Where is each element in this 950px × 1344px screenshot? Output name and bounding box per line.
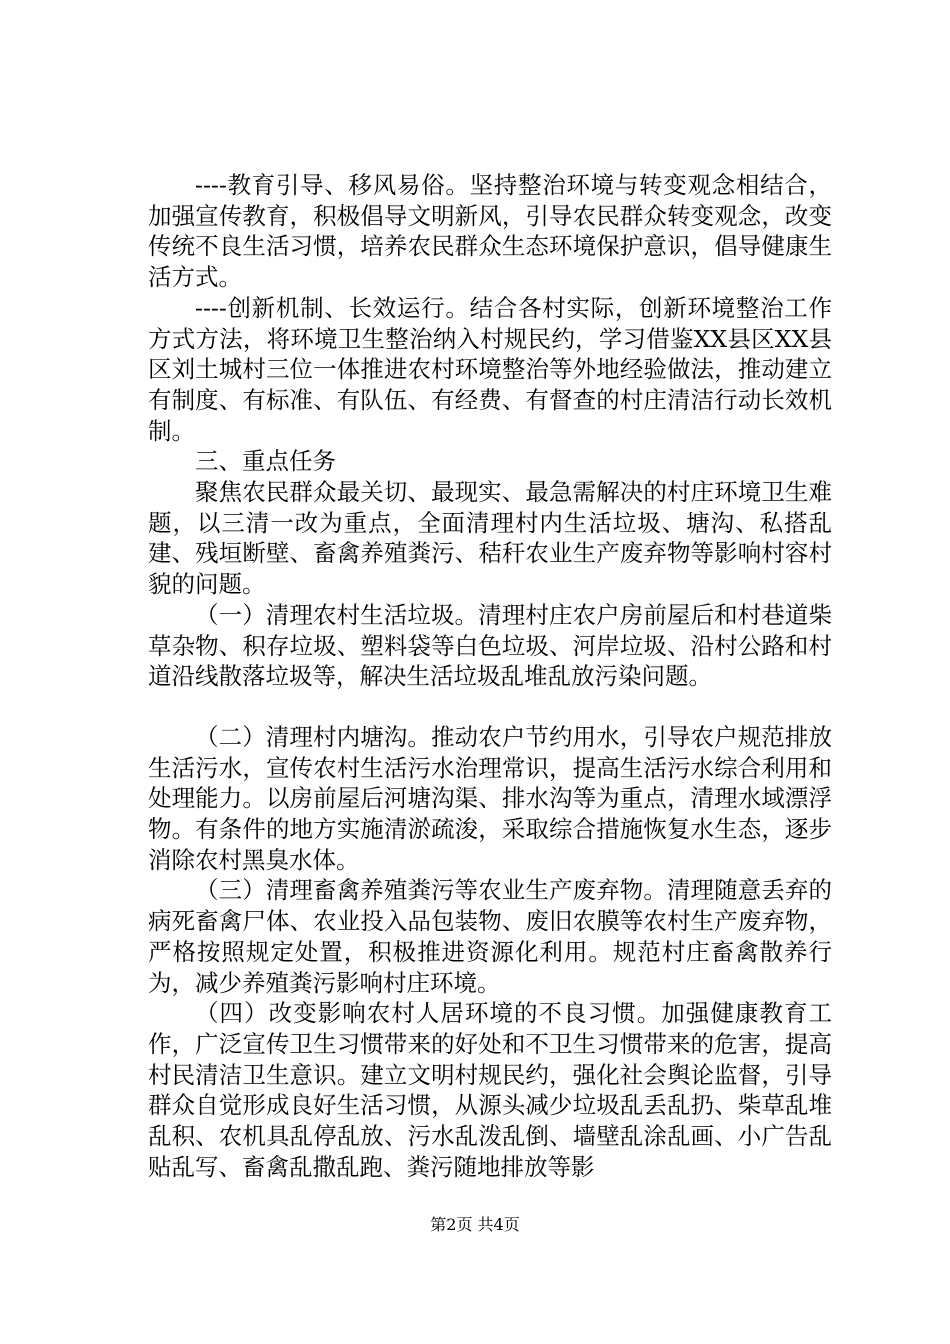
page-footer bbox=[0, 1215, 950, 1235]
paragraph-task-1: （一）清理农村生活垃圾。清理村庄农户房前屋后和村巷道柴草杂物、积存垃圾、塑料袋等白色垃圾、河岸垃圾、沿村公路和村道沿线散落垃圾等，解决生活垃圾乱堆乱放污染问题。 bbox=[148, 600, 832, 691]
paragraph-mechanism: ----创新机制、长效运行。结合各村实际，创新环境整治工作方式方法，将环境卫生整治纳入村规民约，学习借鉴XX县区XX县区刘土城村三位一体推进农村环境整治等外地经验做法，推动建立有制度、有标准、有队伍、有经费、有督查的村庄清洁行动长效机制。 bbox=[148, 293, 832, 445]
paragraph-education: ----教育引导、移风易俗。坚持整治环境与转变观念相结合，加强宣传教育，积极倡导文明新风，引导农民群众转变观念，改变传统不良生活习惯，培养农民群众生态环境保护意识，倡导健康生活方式。 bbox=[148, 171, 832, 292]
paragraph-task-3: （三）清理畜禽养殖粪污等农业生产废弃物。清理随意丢弃的病死畜禽尸体、农业投入品包装物、废旧农膜等农村生产废弃物，严格按照规定处置，积极推进资源化利用。规范村庄畜禽散养行为，减少养殖粪污影响村庄环境。 bbox=[148, 876, 832, 997]
paragraph-task-2: （二）清理村内塘沟。推动农户节约用水，引导农户规范排放生活污水，宣传农村生活污水治理常识，提高生活污水综合利用和处理能力。以房前屋后河塘沟渠、排水沟等为重点，清理水域漂浮物。有条件的地方实施清淤疏浚，采取综合措施恢复水生态，逐步消除农村黑臭水体。 bbox=[148, 722, 832, 874]
document-body bbox=[148, 170, 832, 1183]
page-number: 第2页 共4页 bbox=[430, 1215, 520, 1234]
section-heading-key-tasks: 三、重点任务 bbox=[195, 447, 336, 476]
paragraph-focus: 聚焦农民群众最关切、最现实、最急需解决的村庄环境卫生难题，以三清一改为重点，全面清理村内生活垃圾、塘沟、私搭乱建、残垣断壁、畜禽养殖粪污、秸秆农业生产废弃物等影响村容村貌的问题。 bbox=[148, 478, 832, 599]
paragraph-task-4: （四）改变影响农村人居环境的不良习惯。加强健康教育工作，广泛宣传卫生习惯带来的好处和不卫生习惯带来的危害，提高村民清洁卫生意识。建立文明村规民约，强化社会舆论监督，引导群众自觉形成良好生活习惯，从源头减少垃圾乱丢乱扔、柴草乱堆乱积、农机具乱停乱放、污水乱泼乱倒、墙壁乱涂乱画、小广告乱贴乱写、畜禽乱撒乱跑、粪污随地排放等影 bbox=[148, 999, 832, 1181]
